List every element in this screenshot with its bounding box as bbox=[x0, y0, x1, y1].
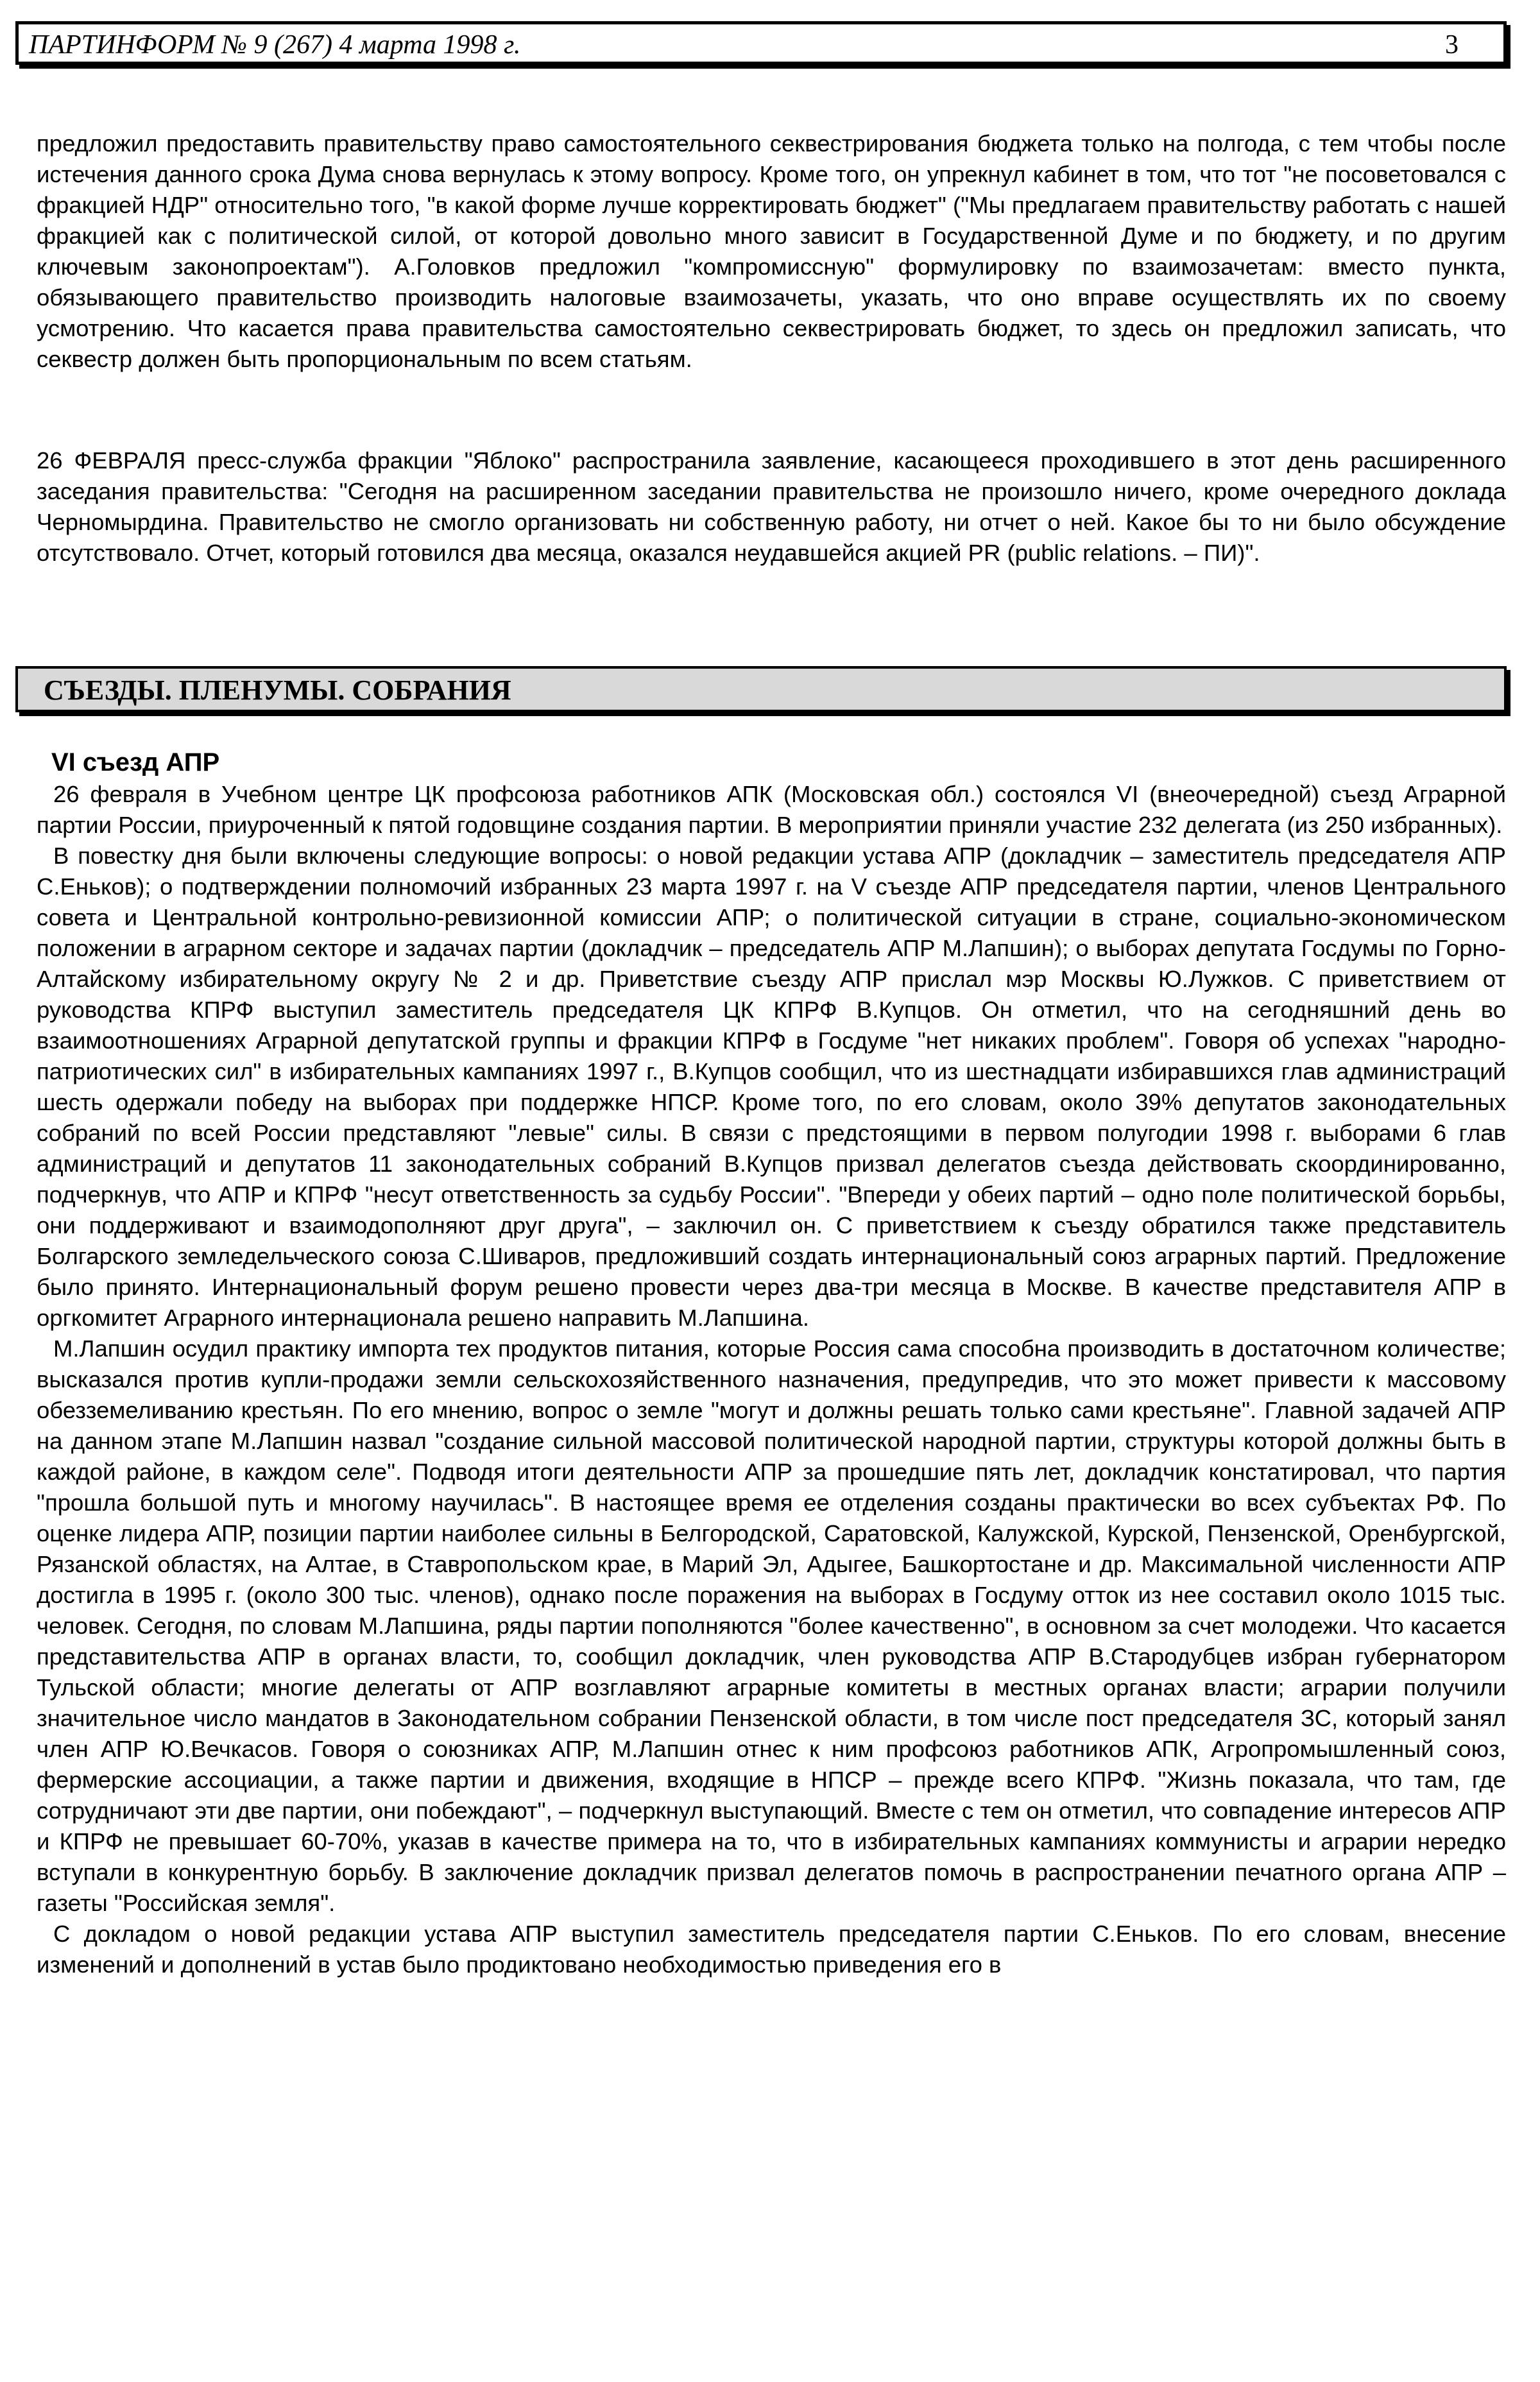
publication-title: ПАРТИНФОРМ № 9 (267) 4 марта 1998 г. bbox=[29, 30, 521, 60]
article-paragraph: В повестку дня были включены следующие вопросы: о новой редакции устава АПР (докладчик – заместитель председателя АПР С.Еньков); о подтверждении полномочий избранных 23 марта 1997 г. на V съезде АПР председателя партии, членов Центрального совета и Центральной контрольно-ревизионной комиссии АПР; о политической ситуации в стране, социально-экономическом положении в аграрном секторе и задачах партии (докладчик – председатель АПР М.Лапшин); о выборах депутата Госдумы по Горно-Алтайскому избирательному округу № 2 и др. Приветствие съезду АПР прислал мэр Москвы Ю.Лужков. С приветствием от руководства КПРФ выступил заместитель председателя ЦК КПРФ В.Купцов. Он отметил, что на сегодняшний день во взаимоотношениях Аграрной депутатской группы и фракции КПРФ в Госдуме "нет никаких проблем". Говоря об успехах "народно-патриотических сил" в избирательных кампаниях 1997 г., В.Купцов сообщил, что из шестнадцати избиравшихся глав администраций шесть одержали победу на выборах при поддержке НПСР. Кроме того, по его словам, около 39% депутатов законодательных собраний по всей России представляют "левые" силы. В связи с предстоящими в первом полугодии 1998 г. выборами 6 глав администраций и депутатов 11 законодательных собраний В.Купцов призвал делегатов съезда действовать скоординированно, подчеркнув, что АПР и КПРФ "несут ответственность за судьбу России". "Впереди у обеих партий – одно поле политической борьбы, они поддерживают и взаимодополняют друг друга", – заключил он. С приветствием к съезду обратился также представитель Болгарского земледельческого союза С.Шиваров, предложивший создать интернациональный союз аграрных партий. Предложение было принято. Интернациональный форум решено провести через два-три месяца в Москве. В качестве представителя АПР в оргкомитет Аграрного интернационала решено направить М.Лапшина. bbox=[37, 843, 1506, 1331]
intro-paragraph: предложил предоставить правительству право самостоятельного секвестрирования бюджета только на полгода, с тем чтобы после истечения данного срока Дума снова вернулась к этому вопросу. Кроме того, он упрекнул кабинет в том, что тот "не посоветовался с фракцией НДР" относительно того, "в какой форме лучше корректировать бюджет" ("Мы предлагаем правительству работать с нашей фракцией как с политической силой, от которой довольно много зависит в Государственной Думе и по бюджету, и по другим ключевым законопроектам"). А.Головков предложил "компромиссную" формулировку по взаимозачетам: вместо пункта, обязывающего правительство производить налоговые взаимозачеты, указать, что оно вправе осуществлять их по своему усмотрению. Что касается права правительства самостоятельно секвестрировать бюджет, то здесь он предложил записать, что секвестр должен быть пропорциональным по всем статьям. bbox=[37, 130, 1506, 372]
article-paragraph: 26 февраля в Учебном центре ЦК профсоюза работников АПК (Московская обл.) состоялся VI (внеочередной) съезд Аграрной партии России, приуроченный к пятой годовщине создания партии. В мероприятии приняли участие 232 делегата (из 250 избранных). bbox=[37, 781, 1506, 838]
section-title: СЪЕЗДЫ. ПЛЕНУМЫ. СОБРАНИЯ bbox=[44, 674, 511, 706]
section-banner bbox=[15, 666, 1507, 712]
page-header bbox=[15, 21, 1507, 65]
article-heading: VI съезд АПР bbox=[51, 748, 220, 776]
article-body bbox=[37, 779, 1506, 1980]
article-paragraph: М.Лапшин осудил практику импорта тех продуктов питания, которые Россия сама способна производить в достаточном количестве; высказался против купли-продажи земли сельскохозяйственного назначения, предупредив, что это может привести к массовому обезземеливанию крестьян. По его мнению, вопрос о земле "могут и должны решать только сами крестьяне". Главной задачей АПР на данном этапе М.Лапшин назвал "создание сильной массовой политической народной партии, структуры которой должны быть в каждой районе, в каждом селе". Подводя итоги деятельности АПР за прошедшие пять лет, докладчик констатировал, что партия "прошла большой путь и многому научилась". В настоящее время ее отделения созданы практически во всех субъектах РФ. По оценке лидера АПР, позиции партии наиболее сильны в Белгородской, Саратовской, Калужской, Курской, Пензенской, Оренбургской, Рязанской областях, на Алтае, в Ставропольском крае, в Марий Эл, Адыгее, Башкортостане и др. Максимальной численности АПР достигла в 1995 г. (около 300 тыс. членов), однако после поражения на выборах в Госдуму отток из нее составил около 1015 тыс. человек. Сегодня, по словам М.Лапшина, ряды партии пополняются "более качественно", в основном за счет молодежи. Что касается представительства АПР в органах власти, то, сообщил докладчик, член руководства АПР В.Стародубцев избран губернатором Тульской области; многие делегаты от АПР возглавляют аграрные комитеты в местных органах власти; аграрии получили значительное число мандатов в Законодательном собрании Пензенской области, в том числе пост председателя ЗС, который занял член АПР Ю.Вечкасов. Говоря о союзниках АПР, М.Лапшин отнес к ним профсоюз работников АПК, Агропромышленный союз, фермерские ассоциации, а также партии и движения, входящие в НПСР – прежде всего КПРФ. "Жизнь показала, что там, где сотрудничают эти две партии, они побеждают", – подчеркнул выступающий. Вместе с тем он отметил, что совпадение интересов АПР и КПРФ не превышает 60-70%, указав в качестве примера на то, что в избирательных кампаниях коммунисты и аграрии нередко вступали в конкурентную борьбу. В заключение докладчик призвал делегатов помочь в распространении печатного органа АПР – газеты "Российская земля". bbox=[37, 1335, 1506, 1916]
article-paragraph: С докладом о новой редакции устава АПР выступил заместитель председателя партии С.Еньков. По его словам, внесение изменений и дополнений в устав было продиктовано необходимостью приведения его в bbox=[37, 1921, 1506, 1978]
intro-paragraph: 26 ФЕВРАЛЯ пресс-служба фракции "Яблоко" распространила заявление, касающееся проходившего в этот день расширенного заседания правительства: "Сегодня на расширенном заседании правительства не произошло ничего, кроме очередного доклада Черномырдина. Правительство не смогло организовать ни собственную работу, ни отчет о ней. Какое бы то ни было обсуждение отсутствовало. Отчет, который готовился два месяца, оказался неудавшейся акцией PR (public relations. – ПИ)". bbox=[37, 447, 1506, 566]
page-number: 3 bbox=[1445, 30, 1459, 60]
